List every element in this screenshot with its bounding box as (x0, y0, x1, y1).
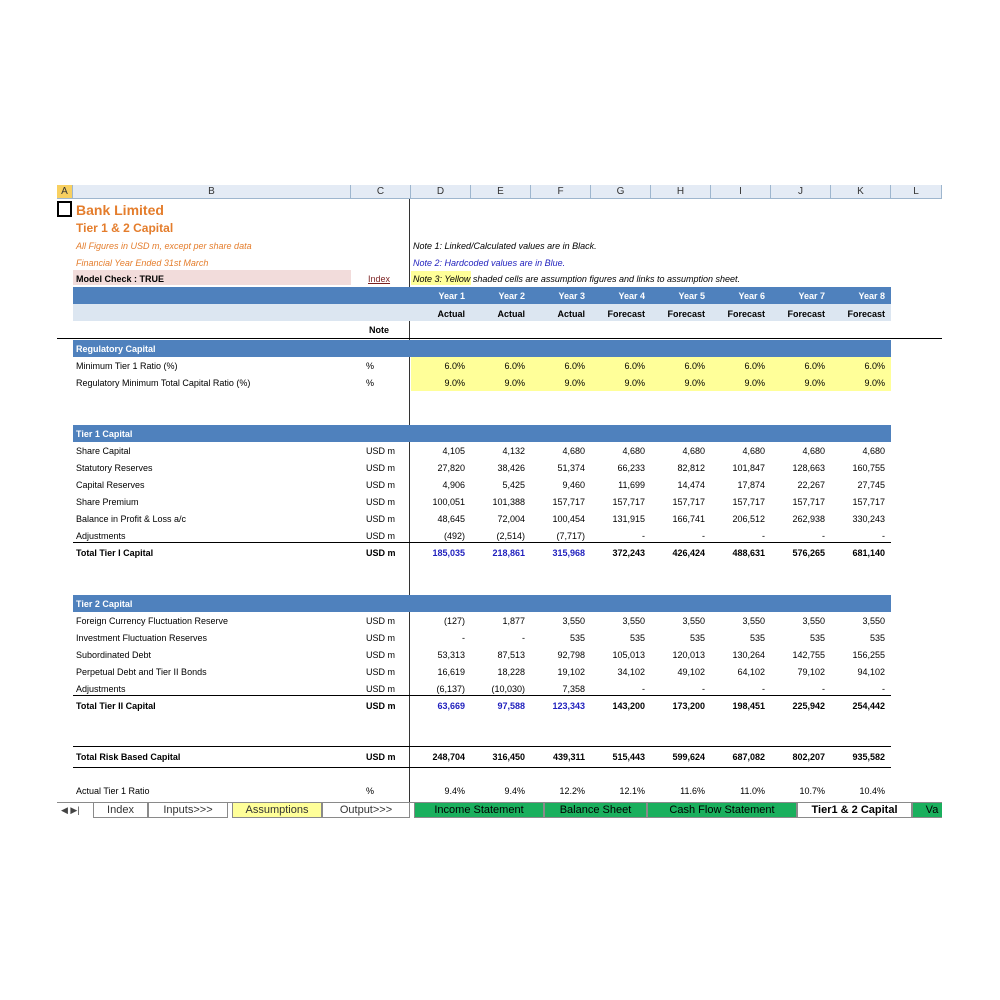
value-cell: 14,474 (677, 480, 705, 490)
value-cell: - (822, 531, 825, 541)
value-cell: 11.0% (740, 786, 765, 796)
year-label: Year 4 (618, 291, 645, 301)
row-unit: USD m (366, 633, 395, 643)
value-cell: 128,663 (792, 463, 825, 473)
value-cell: 173,200 (672, 701, 705, 711)
period-type-label: Forecast (727, 309, 765, 319)
column-header-B[interactable]: B (73, 185, 351, 199)
value-cell: 19,102 (557, 667, 585, 677)
value-cell: 4,105 (442, 446, 465, 456)
value-cell: (2,514) (496, 531, 525, 541)
value-cell: 515,443 (612, 752, 645, 762)
value-cell: 9.0% (864, 378, 885, 388)
value-cell: 225,942 (792, 701, 825, 711)
value-cell: 262,938 (792, 514, 825, 524)
value-cell: 687,082 (732, 752, 765, 762)
value-cell: 10.7% (799, 786, 825, 796)
value-cell: - (522, 633, 525, 643)
row-label: Adjustments (76, 531, 126, 541)
value-cell: 94,102 (857, 667, 885, 677)
row-unit: USD m (366, 650, 395, 660)
value-cell: 18,228 (497, 667, 525, 677)
year-label: Year 6 (738, 291, 765, 301)
value-cell: 7,358 (562, 684, 585, 694)
year-label: Year 7 (798, 291, 825, 301)
spreadsheet-grid[interactable] (57, 185, 942, 816)
value-cell: 9.0% (504, 378, 525, 388)
value-cell: 535 (749, 633, 765, 643)
value-cell: 100,051 (432, 497, 465, 507)
value-cell: 198,451 (732, 701, 765, 711)
value-cell: 4,680 (682, 446, 705, 456)
value-cell: 599,624 (672, 752, 705, 762)
row-unit: USD m (366, 701, 396, 711)
row-label: Total Risk Based Capital (76, 752, 181, 762)
value-cell: 5,425 (502, 480, 525, 490)
value-cell: 488,631 (732, 548, 765, 558)
value-cell: 143,200 (612, 701, 645, 711)
value-cell: 9.4% (504, 786, 525, 796)
sheet-tab-bar (57, 802, 942, 818)
tier2-total-rule (73, 695, 891, 696)
value-cell: 185,035 (432, 548, 465, 558)
value-cell: 6.0% (564, 361, 585, 371)
value-cell: 935,582 (852, 752, 885, 762)
value-cell: 3,550 (862, 616, 885, 626)
column-header-I[interactable]: I (711, 185, 771, 199)
value-cell: 3,550 (742, 616, 765, 626)
value-cell: - (462, 633, 465, 643)
period-type-label: Actual (557, 309, 585, 319)
column-header-G[interactable]: G (591, 185, 651, 199)
row-label: Total Tier II Capital (76, 701, 156, 711)
row-label: Statutory Reserves (76, 463, 153, 473)
value-cell: 9.0% (624, 378, 645, 388)
note-header: Note (369, 325, 389, 335)
period-type-label: Forecast (847, 309, 885, 319)
column-header-H[interactable]: H (651, 185, 711, 199)
value-cell: (492) (443, 531, 465, 541)
row-label: Foreign Currency Fluctuation Reserve (76, 616, 229, 626)
year-label: Year 3 (558, 291, 585, 301)
value-cell: - (882, 684, 885, 694)
row-unit: USD m (366, 480, 395, 490)
value-cell: 535 (869, 633, 885, 643)
value-cell: 27,745 (857, 480, 885, 490)
value-cell: 3,550 (622, 616, 645, 626)
value-cell: 66,233 (617, 463, 645, 473)
column-header-J[interactable]: J (771, 185, 831, 199)
period-type-label: Actual (437, 309, 465, 319)
company-title: Bank Limited (76, 202, 164, 218)
row-unit: USD m (366, 497, 395, 507)
value-cell: 6.0% (744, 361, 765, 371)
row-label: Share Capital (76, 446, 131, 456)
value-cell: 38,426 (497, 463, 525, 473)
value-cell: 11,699 (618, 480, 645, 490)
row-unit: USD m (366, 667, 395, 677)
value-cell: - (762, 531, 765, 541)
value-cell: - (642, 531, 645, 541)
value-cell: 206,512 (732, 514, 765, 524)
value-cell: 92,798 (557, 650, 585, 660)
sheet-tab[interactable]: Assumptions (232, 803, 322, 818)
value-cell: 248,704 (432, 752, 465, 762)
value-cell: 3,550 (562, 616, 585, 626)
section-regulatory-label: Regulatory Capital (76, 344, 156, 354)
value-cell: 79,102 (797, 667, 825, 677)
period-type-label: Forecast (607, 309, 645, 319)
value-cell: 157,717 (792, 497, 825, 507)
value-cell: (127) (443, 616, 465, 626)
value-cell: 535 (689, 633, 705, 643)
column-header-A[interactable]: A (57, 185, 73, 199)
value-cell: 63,669 (437, 701, 465, 711)
row-label: Capital Reserves (76, 480, 145, 490)
value-cell: 4,680 (562, 446, 585, 456)
value-cell: (6,137) (436, 684, 465, 694)
value-cell: 105,013 (612, 650, 645, 660)
value-cell: 218,861 (492, 548, 525, 558)
value-cell: 4,680 (742, 446, 765, 456)
value-cell: 87,513 (497, 650, 525, 660)
value-cell: - (642, 684, 645, 694)
value-cell: 439,311 (552, 752, 585, 762)
tier1-total-rule (73, 542, 891, 543)
row-label: Regulatory Minimum Total Capital Ratio (%) (76, 378, 251, 388)
value-cell: (7,717) (556, 531, 585, 541)
value-cell: 64,102 (737, 667, 765, 677)
value-cell: 160,755 (852, 463, 885, 473)
value-cell: 9.0% (564, 378, 585, 388)
model-check-label: Model Check : TRUE (76, 274, 165, 284)
value-cell: 576,265 (792, 548, 825, 558)
section-regulatory (73, 340, 891, 357)
value-cell: 101,388 (492, 497, 525, 507)
value-cell: 49,102 (677, 667, 705, 677)
value-cell: 4,680 (622, 446, 645, 456)
year-label: Year 1 (438, 291, 465, 301)
value-cell: 157,717 (732, 497, 765, 507)
sheet-tab[interactable]: Index (93, 803, 148, 818)
value-cell: 17,874 (737, 480, 765, 490)
row-unit: USD m (366, 514, 395, 524)
row-label: Total Tier I Capital (76, 548, 154, 558)
value-cell: 4,132 (502, 446, 525, 456)
row-unit: USD m (366, 684, 395, 694)
value-cell: 157,717 (852, 497, 885, 507)
row-unit: % (366, 361, 375, 371)
year-label: Year 8 (858, 291, 885, 301)
value-cell: 100,454 (552, 514, 585, 524)
row-label: Minimum Tier 1 Ratio (%) (76, 361, 178, 371)
value-cell: 6.0% (864, 361, 885, 371)
value-cell: 10.4% (859, 786, 885, 796)
value-cell: 53,313 (437, 650, 465, 660)
column-header-C[interactable]: C (351, 185, 411, 199)
value-cell: 426,424 (672, 548, 705, 558)
total-risk-top-rule (73, 746, 891, 747)
value-cell: 34,102 (617, 667, 645, 677)
period-type-label: Forecast (787, 309, 825, 319)
value-cell: 97,588 (497, 701, 525, 711)
section-tier2 (73, 595, 891, 612)
value-cell: 6.0% (624, 361, 645, 371)
value-cell: - (762, 684, 765, 694)
total-risk-bottom-rule (73, 767, 891, 768)
period-type-label: Actual (497, 309, 525, 319)
value-cell: 142,755 (792, 650, 825, 660)
value-cell: 157,717 (672, 497, 705, 507)
value-cell: 22,267 (797, 480, 825, 490)
value-cell: 9.0% (444, 378, 465, 388)
value-cell: 16,619 (437, 667, 465, 677)
row-unit: USD m (366, 531, 395, 541)
value-cell: 9,460 (562, 480, 585, 490)
value-cell: 48,645 (437, 514, 465, 524)
sheet-tab[interactable]: Output>>> (322, 803, 410, 818)
value-cell: 157,717 (552, 497, 585, 507)
section-tier1 (73, 425, 891, 442)
value-cell: 4,680 (802, 446, 825, 456)
value-cell: 156,255 (852, 650, 885, 660)
value-cell: 12.1% (619, 786, 645, 796)
value-cell: 123,343 (552, 701, 585, 711)
column-header-L[interactable]: L (891, 185, 942, 199)
value-cell: 51,374 (557, 463, 585, 473)
note-1: Note 1: Linked/Calculated values are in Black. (413, 241, 597, 251)
value-cell: 11.6% (680, 786, 705, 796)
index-link[interactable]: Index (368, 274, 391, 284)
note-3: Note 3: Yellow shaded cells are assumption figures and links to assumption sheet. (413, 274, 741, 284)
value-cell: 12.2% (559, 786, 585, 796)
value-cell: - (702, 531, 705, 541)
value-cell: 9.0% (684, 378, 705, 388)
value-cell: 330,243 (852, 514, 885, 524)
row-label: Investment Fluctuation Reserves (76, 633, 208, 643)
column-header-F[interactable]: F (531, 185, 591, 199)
sheet-tab[interactable]: Va (912, 803, 942, 818)
value-cell: 802,207 (792, 752, 825, 762)
row-unit: USD m (366, 446, 395, 456)
header-divider (57, 338, 942, 339)
row-unit: % (366, 378, 375, 388)
value-cell: 3,550 (682, 616, 705, 626)
units-note: All Figures in USD m, except per share data (76, 241, 252, 251)
sheet-tab[interactable]: Tier1 & 2 Capital (797, 803, 912, 818)
value-cell: 131,915 (612, 514, 645, 524)
value-cell: (10,030) (491, 684, 525, 694)
value-cell: 120,013 (672, 650, 705, 660)
value-cell: 535 (569, 633, 585, 643)
sheet-subtitle: Tier 1 & 2 Capital (76, 221, 174, 235)
row-label: Adjustments (76, 684, 126, 694)
value-cell: 9.4% (444, 786, 465, 796)
row-label: Perpetual Debt and Tier II Bonds (76, 667, 207, 677)
sheet-tab[interactable]: Cash Flow Statement (647, 803, 797, 818)
value-cell: 3,550 (802, 616, 825, 626)
sheet-tab[interactable]: Balance Sheet (544, 803, 647, 818)
value-cell: 130,264 (732, 650, 765, 660)
column-header-E[interactable]: E (471, 185, 531, 199)
value-cell: - (882, 531, 885, 541)
value-cell: 9.0% (744, 378, 765, 388)
value-cell: 6.0% (444, 361, 465, 371)
value-cell: 27,820 (437, 463, 465, 473)
sheet-tab[interactable]: Income Statement (414, 803, 544, 818)
value-cell: 101,847 (732, 463, 765, 473)
year-label: Year 2 (498, 291, 525, 301)
year-label: Year 5 (678, 291, 705, 301)
row-unit: USD m (366, 548, 396, 558)
value-cell: 372,243 (612, 548, 645, 558)
value-cell: 6.0% (684, 361, 705, 371)
row-unit: % (366, 786, 375, 796)
sheet-nav-buttons[interactable]: ◀ ▶| (61, 805, 80, 815)
row-label: Balance in Profit & Loss a/c (76, 514, 187, 524)
period-type-label: Forecast (667, 309, 705, 319)
value-cell: 4,906 (442, 480, 465, 490)
value-cell: 4,680 (862, 446, 885, 456)
value-cell: 72,004 (497, 514, 525, 524)
value-cell: 157,717 (612, 497, 645, 507)
value-cell: 6.0% (504, 361, 525, 371)
row-label: Subordinated Debt (76, 650, 152, 660)
row-unit: USD m (366, 752, 396, 762)
value-cell: 166,741 (672, 514, 705, 524)
selected-cell-a1[interactable] (57, 201, 72, 217)
row-label: Share Premium (76, 497, 139, 507)
value-cell: - (822, 684, 825, 694)
value-cell: 681,140 (852, 548, 885, 558)
column-header-K[interactable]: K (831, 185, 891, 199)
value-cell: 1,877 (502, 616, 525, 626)
column-header-D[interactable]: D (411, 185, 471, 199)
sheet-tab[interactable]: Inputs>>> (148, 803, 228, 818)
row-label: Actual Tier 1 Ratio (76, 786, 150, 796)
section-tier2-label: Tier 2 Capital (76, 599, 133, 609)
section-tier1-label: Tier 1 Capital (76, 429, 133, 439)
row-unit: USD m (366, 463, 395, 473)
value-cell: 315,968 (552, 548, 585, 558)
fy-note: Financial Year Ended 31st March (76, 258, 209, 268)
value-cell: 9.0% (804, 378, 825, 388)
value-cell: 535 (629, 633, 645, 643)
value-cell: 254,442 (852, 701, 885, 711)
value-cell: 316,450 (492, 752, 525, 762)
row-unit: USD m (366, 616, 395, 626)
value-cell: - (702, 684, 705, 694)
value-cell: 6.0% (804, 361, 825, 371)
value-cell: 82,812 (677, 463, 705, 473)
value-cell: 535 (809, 633, 825, 643)
note-2: Note 2: Hardcoded values are in Blue. (413, 258, 566, 268)
